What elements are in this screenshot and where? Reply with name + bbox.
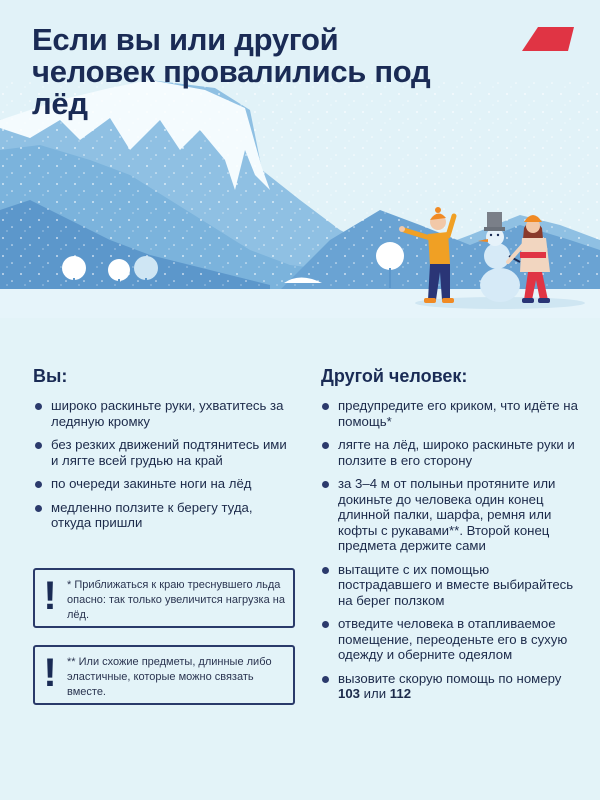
list-item: лягте на лёд, широко раскиньте руки и ползите в его сторону	[322, 437, 578, 468]
warning-note	[33, 568, 295, 628]
emergency-number: 112	[389, 686, 412, 701]
footnote-note	[33, 645, 295, 705]
right-column-heading: Другой человек:	[321, 366, 468, 386]
emergency-text: вызовите скорую помощь по номеру	[338, 670, 562, 686]
left-column-heading: Вы:	[33, 366, 68, 386]
list-item: медленно ползите к берегу туда, откуда пришли	[35, 500, 290, 531]
exclamation-icon: !	[43, 574, 57, 618]
list-item: отведите человека в отапливаемое помещение, переоденьте его в сухую одежду и оберните одеялом	[322, 616, 578, 663]
emergency-text-or: или	[360, 686, 390, 701]
brand-logo-icon	[522, 27, 574, 51]
list-item-emergency	[322, 671, 578, 702]
list-item: вытащите с их помощью пострадавшего и вместе выбирайтесь на берег ползком	[322, 562, 578, 609]
list-item: по очереди закиньте ноги на лёд	[35, 476, 290, 492]
left-column-list	[35, 398, 290, 539]
exclamation-icon: !	[43, 651, 57, 695]
page-title: Если вы или другой человек провалились под лёд	[32, 22, 431, 121]
list-item: широко раскиньте руки, ухватитесь за ледяную кромку	[35, 398, 290, 429]
note-text: * Приближаться к краю треснувшего льда опасно: так только увеличится нагрузка на лёд.	[67, 579, 285, 621]
list-item: предупредите его криком, что идёте на помощь*	[322, 398, 578, 429]
note-text: ** Или схожие предметы, длинные либо эластичные, которые можно связать вместе.	[67, 656, 272, 698]
list-item: за 3–4 м от полыньи протяните или докиньте до человека один конец длинной палки, шарфа, ремня или кофты с рукавами**. Второй конец предмета держите сами	[322, 476, 578, 554]
list-item: без резких движений подтянитесь ими и лягте всей грудью на край	[35, 437, 290, 468]
emergency-number: 103	[338, 686, 361, 701]
right-column-list	[322, 398, 578, 710]
